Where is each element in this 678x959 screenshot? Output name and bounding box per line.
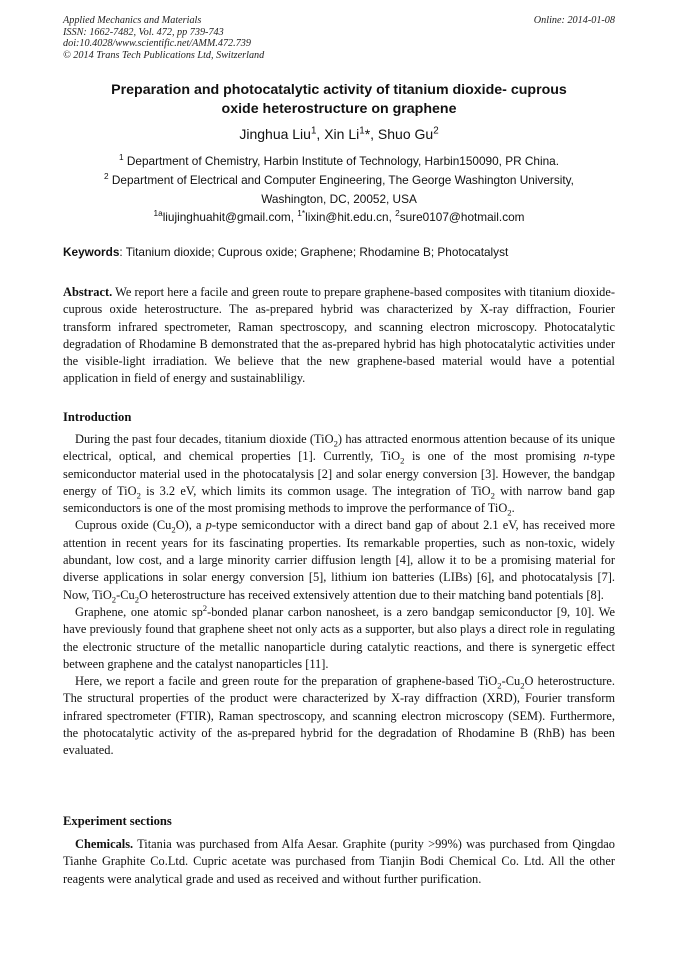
journal-name: Applied Mechanics and Materials xyxy=(63,15,202,26)
chemicals-label: Chemicals. xyxy=(75,837,134,851)
affiliations xyxy=(63,152,615,209)
author-separator: , xyxy=(316,126,325,142)
introduction-heading: Introduction xyxy=(63,410,132,424)
experiment-heading: Experiment sections xyxy=(63,814,172,828)
doi-line[interactable]: doi:10.4028/www.scientific.net/AMM.472.739 xyxy=(63,38,251,50)
corresponding-mark: * xyxy=(364,126,371,142)
email-sup: 1* xyxy=(297,209,306,219)
experiment-body xyxy=(63,836,615,888)
affiliation-1 xyxy=(63,152,615,171)
email-sup: 1a xyxy=(153,209,163,219)
author-sup: 1 xyxy=(310,125,317,137)
abstract xyxy=(63,284,615,388)
author-separator: , xyxy=(370,126,378,142)
affiliation-sup: 2 xyxy=(104,172,109,182)
author-list xyxy=(63,124,615,144)
online-date: Online: 2014-01-08 xyxy=(533,15,615,26)
author-name: Shuo Gu xyxy=(377,126,434,142)
intro-paragraph-4: Here, we report a facile and green route for the preparation of graphene-based $TiO_2-Cu_2O$ heterostructure. The structural properties of the product were characterized by X-ray diffraction (XRD), Fourier transform infrared spectrometer (FTIR), Raman spectroscopy, and scanning electron microscopy (SEM). Furthermore, the photocatalytic activity of the as-prepared hybrid for the degradation of Rhodamine B (RhB) has been evaluated. xyxy=(63,674,616,758)
affiliation-text: Department of Electrical and Computer Engineering, The George Washington University, xyxy=(111,173,574,187)
email-link[interactable]: sure0107@hotmail.com xyxy=(399,210,525,224)
journal-header xyxy=(63,15,615,61)
affiliation-2 xyxy=(63,171,615,190)
intro-paragraph-3: Graphene, one atomic $sp^2$-bonded planar carbon nanosheet, is a zero bandgap semiconductor [9, 10]. We have previously found that graphene sheet not only acts as a supporter, but also plays a direct role in regulating the electronic structure of the metallic nanoparticle during catalytic reactions, and there is synergetic effect between graphene and the catalyst nanoparticles [11]. xyxy=(63,602,615,671)
abstract-label: Abstract. xyxy=(63,285,113,299)
author-sup: 2 xyxy=(433,125,439,137)
author-sup: 1 xyxy=(359,125,365,137)
keywords-text: : Titanium dioxide; Cuprous oxide; Graphene; Rhodamine B; Photocatalyst xyxy=(119,245,509,259)
issn-line: ISSN: 1662-7482, Vol. 472, pp 739-743 xyxy=(63,26,224,38)
email-line xyxy=(63,209,615,225)
title-line-1: Preparation and photocatalytic activity of titanium dioxide- cuprous xyxy=(111,82,567,98)
keywords xyxy=(63,244,615,260)
intro-paragraph-1: During the past four decades, titanium dioxide (TiO$_2$) has attracted enormous attention because of its unique electrical, optical, and chemical properties [1]. Currently, TiO$_2$ is one of the most promising n-type semiconductor material used in the photocatalysis [2] and solar energy conversion [3]. However, the bandgap energy of TiO$_2$ is 3.2 eV, which limits its common usage. The integration of TiO$_2$ with narrow band gap semiconductors is one of the most promising methods to improve the performance of TiO$_2$. xyxy=(63,432,615,518)
author-name: Jinghua Liu xyxy=(239,126,311,142)
copyright-line: © 2014 Trans Tech Publications Ltd, Switzerland xyxy=(63,49,265,61)
intro-paragraph-2: Cuprous oxide $(Cu_2O)$, a p-type semiconductor with a direct band gap of about 2.1 eV, has received more attention in recent years for its fascinating properties. Its remarkable properties, such as non-toxic, widely abundant, low cost, and a large minority carrier diffusion length [4], allow it to be a promising material for diverse applications in solar energy conversion [5], lithium ion batteries (LIBs) [6], and photocatalysis [7]. Now, $TiO_2-Cu_2O$ heterostructure has received extensively attention due to their matching band potentials [8]. xyxy=(63,518,615,605)
abstract-paragraph xyxy=(63,284,615,388)
paper-title xyxy=(63,81,615,119)
email-link[interactable]: liujinghuahit@gmail.com, xyxy=(162,210,295,224)
abstract-text: We report here a facile and green route to prepare graphene-based composites with titanium dioxide-cuprous oxide heterostructure. The as-prepared hybrid was characterized by X-ray diffraction, Fourier transform infrared spectrometer, Raman spectroscopy, and scanning electron microscopy. Photocatalytic degradation of Rhodamine B demonstrated that the as-prepared hybrid has high photocatalytic activities under the visible-light irradiation. We believe that the new graphene-based material would have a potential application in field of energy and sustainabliligy. xyxy=(63,285,615,386)
introduction-body xyxy=(63,431,615,760)
title-line-2: oxide heterostructure on graphene xyxy=(221,101,457,117)
affiliation-text: Department of Chemistry, Harbin Institute of Technology, Harbin150090, PR China. xyxy=(126,154,559,168)
email-sup: 2 xyxy=(395,209,400,219)
email-link[interactable]: lixin@hit.edu.cn, xyxy=(305,210,392,224)
author-name: Xin Li xyxy=(324,126,360,142)
chemicals-paragraph xyxy=(63,836,615,888)
affiliation-2-cont: Washington, DC, 20052, USA xyxy=(261,192,417,206)
keywords-label: Keywords xyxy=(63,245,120,259)
affiliation-sup: 1 xyxy=(119,153,124,163)
chemicals-text: Titania was purchased from Alfa Aesar. Graphite (purity >99%) was purchased from Qingdao Tianhe Graphite Co.Ltd. Cupric acetate was purchased from Tianjin Bodi Chemical Co. Ltd. All the other reagents were analytical grade and used as received and without further purification. xyxy=(63,837,615,886)
